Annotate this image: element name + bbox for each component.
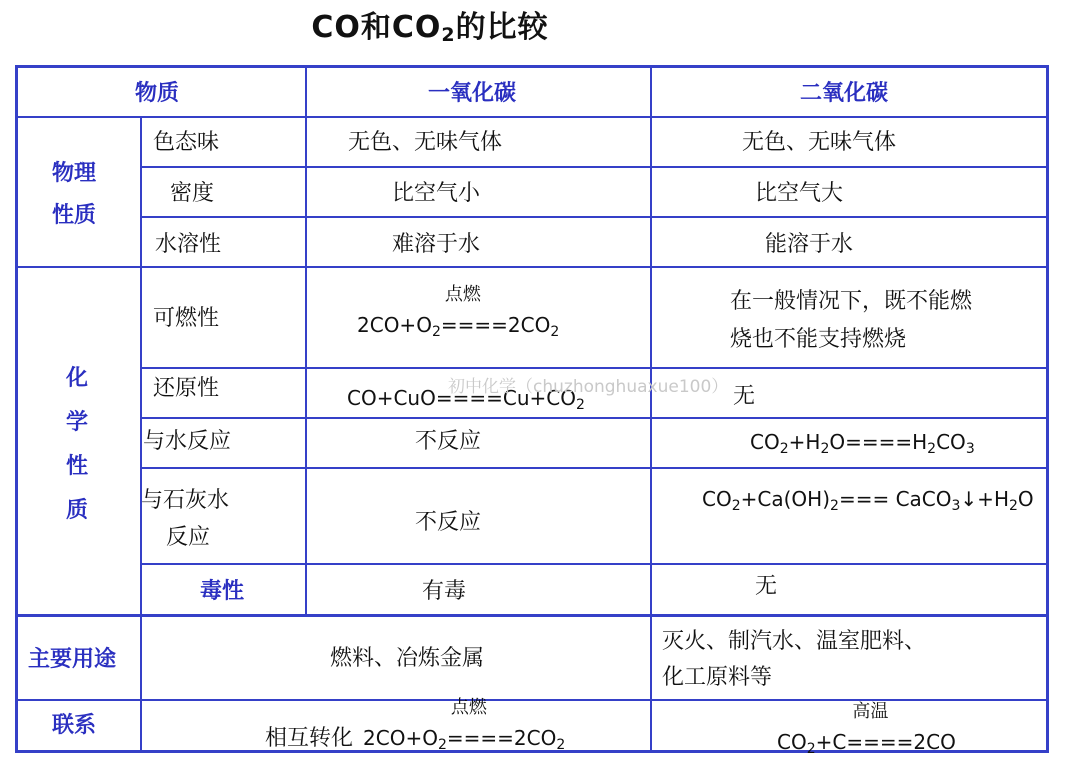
label-flammability: 可燃性 xyxy=(153,306,220,331)
row-divider xyxy=(140,467,1049,469)
row-divider xyxy=(140,216,1049,218)
col-divider xyxy=(650,65,652,753)
relation-co2-equation: $CO_2+C$ 高温 ====2CO xyxy=(777,701,956,757)
label-solubility: 水溶性 xyxy=(155,232,222,257)
co2-uses-line2: 化工原料等 xyxy=(662,665,773,690)
co-solubility: 难溶于水 xyxy=(392,232,481,257)
co-uses: 燃料、冶炼金属 xyxy=(330,646,485,671)
label-density: 密度 xyxy=(170,181,215,206)
label-limewater-line1: 与石灰水 xyxy=(141,488,230,513)
title-tail: 的比较 xyxy=(455,10,549,45)
col-divider xyxy=(140,116,142,753)
relation-co-equation: 相互转化 $2CO+O_2$ 点燃 $====2CO_2$ xyxy=(265,697,566,753)
co2-uses-line1: 灭火、制汽水、温室肥料、 xyxy=(662,629,927,654)
row-divider xyxy=(140,166,1049,168)
title-subscript: 2 xyxy=(441,24,456,46)
condition-ignite: 点燃 xyxy=(444,284,481,305)
co-toxicity: 有毒 xyxy=(422,579,467,604)
group-chemical-3: 性 xyxy=(66,454,89,479)
co2-density: 比空气大 xyxy=(755,181,844,206)
title-main: CO和CO xyxy=(311,10,442,45)
group-physical-line2: 性质 xyxy=(52,203,97,228)
label-main-uses: 主要用途 xyxy=(28,647,117,672)
label-reduction: 还原性 xyxy=(153,376,220,401)
label-color-state-smell: 色态味 xyxy=(153,130,220,155)
page-title xyxy=(0,2,860,46)
group-chemical-4: 质 xyxy=(66,498,89,523)
label-relation: 联系 xyxy=(52,713,97,738)
condition-high-temp: 高温 xyxy=(852,701,889,722)
row-divider xyxy=(15,614,1049,617)
co2-limewater-equation: $CO_2+Ca(OH)_2===$ $CaCO_3↓+H_2O$ xyxy=(702,487,1034,514)
co2-toxicity: 无 xyxy=(755,574,778,599)
header-co: 一氧化碳 xyxy=(428,81,517,106)
condition-ignite: 点燃 xyxy=(450,697,487,718)
row-divider xyxy=(15,116,1049,118)
row-divider xyxy=(15,266,1049,268)
co-color-state-smell: 无色、无味气体 xyxy=(348,130,503,155)
co2-color-state-smell: 无色、无味气体 xyxy=(742,130,897,155)
label-limewater-line2: 反应 xyxy=(166,525,211,550)
group-chemical-2: 学 xyxy=(66,410,89,435)
row-divider xyxy=(15,699,1049,701)
header-co2: 二氧化碳 xyxy=(800,81,889,106)
col-divider xyxy=(305,65,307,615)
co-density: 比空气小 xyxy=(392,181,481,206)
row-divider xyxy=(140,563,1049,565)
row-divider xyxy=(140,367,1049,369)
group-physical-line1: 物理 xyxy=(52,161,97,186)
watermark: 初中化学（chuzhonghuaxue100） xyxy=(448,377,729,397)
co2-water-equation: $CO_2+H_2O====H_2CO_3$ xyxy=(750,430,975,457)
label-reaction-water: 与水反应 xyxy=(143,429,232,454)
co2-solubility: 能溶于水 xyxy=(765,232,854,257)
co2-flammability-line2: 烧也不能支持燃烧 xyxy=(730,327,907,352)
co-reaction-water: 不反应 xyxy=(415,429,482,454)
co-combustion-equation: $2CO+O_2$ 点燃 $====2CO_2$ xyxy=(357,284,560,340)
row-divider xyxy=(140,417,1049,419)
header-substance: 物质 xyxy=(135,81,180,106)
co-reaction-limewater: 不反应 xyxy=(415,510,482,535)
group-chemical-1: 化 xyxy=(66,366,89,391)
label-toxicity: 毒性 xyxy=(200,579,245,604)
co2-flammability-line1: 在一般情况下，既不能燃 xyxy=(730,289,973,314)
co2-reduction: 无 xyxy=(733,384,756,409)
co-reduction-equation: $CO+CuO====Cu+CO_2$ xyxy=(347,386,585,413)
